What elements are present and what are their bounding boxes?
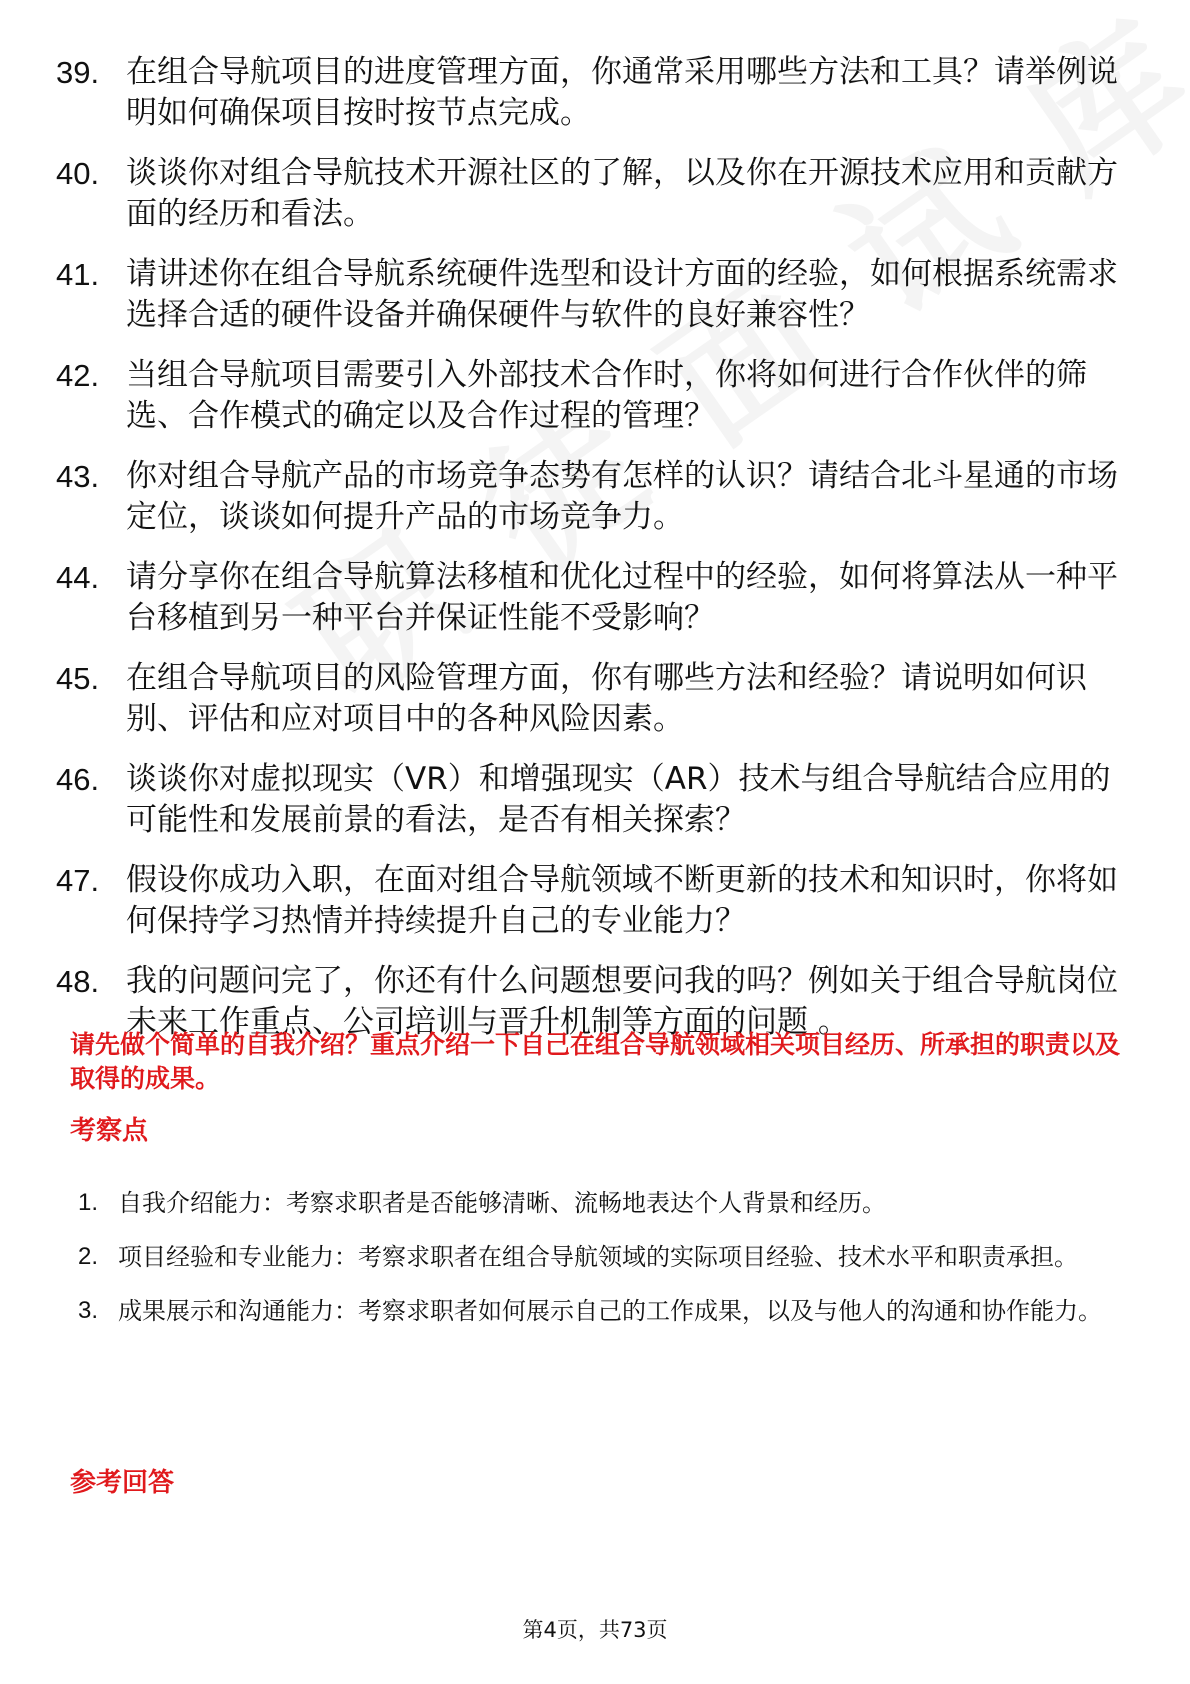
question-text: 请讲述你在组合导航系统硬件选型和设计方面的经验，如何根据系统需求选择合适的硬件设备并确保硬件与软件的良好兼容性？ <box>126 256 1118 333</box>
question-number: 40. <box>56 156 100 191</box>
question-item <box>56 658 1136 740</box>
question-text: 你对组合导航产品的市场竞争态势有怎样的认识？请结合北斗星通的市场定位，谈谈如何提升产品的市场竞争力。 <box>126 458 1118 535</box>
assessment-item <box>78 1284 1128 1338</box>
question-item <box>56 153 1136 235</box>
question-text: 当组合导航项目需要引入外部技术合作时，你将如何进行合作伙伴的筛选、合作模式的确定以及合作过程的管理？ <box>126 357 1087 434</box>
question-item <box>56 759 1136 841</box>
page-footer: 第4页，共73页 <box>522 1618 668 1642</box>
question-number: 39. <box>56 55 100 90</box>
question-item <box>56 557 1136 639</box>
question-number: 42. <box>56 358 100 393</box>
assessment-text: 自我介绍能力：考察求职者是否能够清晰、流畅地表达个人背景和经历。 <box>118 1189 886 1217</box>
question-list <box>56 52 1136 1062</box>
question-number: 46. <box>56 762 100 797</box>
reference-heading: 参考回答 <box>70 1468 175 1498</box>
question-number: 41. <box>56 257 100 292</box>
question-number: 45. <box>56 661 100 696</box>
assessment-heading: 考察点 <box>70 1116 149 1146</box>
question-number: 47. <box>56 863 100 898</box>
question-number: 48. <box>56 964 100 999</box>
question-text: 在组合导航项目的风险管理方面，你有哪些方法和经验？请说明如何识别、评估和应对项目中的各种风险因素。 <box>126 660 1087 737</box>
assessment-number: 2. <box>78 1243 99 1270</box>
assessment-text: 成果展示和沟通能力：考察求职者如何展示自己的工作成果，以及与他人的沟通和协作能力。 <box>118 1297 1102 1325</box>
question-text: 请分享你在组合导航算法移植和优化过程中的经验，如何将算法从一种平台移植到另一种平台并保证性能不受影响？ <box>126 559 1118 636</box>
assessment-item <box>78 1230 1128 1284</box>
question-number: 43. <box>56 459 100 494</box>
question-item <box>56 456 1136 538</box>
question-text: 谈谈你对虚拟现实（VR）和增强现实（AR）技术与组合导航结合应用的可能性和发展前景的看法，是否有相关探索？ <box>126 761 1111 838</box>
assessment-number: 3. <box>78 1297 99 1324</box>
assessment-text: 项目经验和专业能力：考察求职者在组合导航领域的实际项目经验、技术水平和职责承担。 <box>118 1243 1078 1271</box>
intro-question: 请先做个简单的自我介绍？重点介绍一下自己在组合导航领域相关项目经历、所承担的职责以及取得的成果。 <box>70 1030 1121 1093</box>
question-text: 我的问题问完了，你还有什么问题想要问我的吗？例如关于组合导航岗位未来工作重点、公司培训与晋升机制等方面的问题 。 <box>126 963 1118 1040</box>
assessment-number: 1. <box>78 1189 99 1216</box>
question-number: 44. <box>56 560 100 595</box>
assessment-item <box>78 1176 1128 1230</box>
assessment-list <box>78 1176 1128 1338</box>
question-text: 在组合导航项目的进度管理方面，你通常采用哪些方法和工具？请举例说明如何确保项目按时按节点完成。 <box>126 54 1118 131</box>
question-item <box>56 355 1136 437</box>
question-item <box>56 254 1136 336</box>
question-text: 谈谈你对组合导航技术开源社区的了解，以及你在开源技术应用和贡献方面的经历和看法。 <box>126 155 1118 232</box>
question-item <box>56 860 1136 942</box>
question-text: 假设你成功入职，在面对组合导航领域不断更新的技术和知识时，你将如何保持学习热情并持续提升自己的专业能力？ <box>126 862 1118 939</box>
question-item <box>56 52 1136 134</box>
